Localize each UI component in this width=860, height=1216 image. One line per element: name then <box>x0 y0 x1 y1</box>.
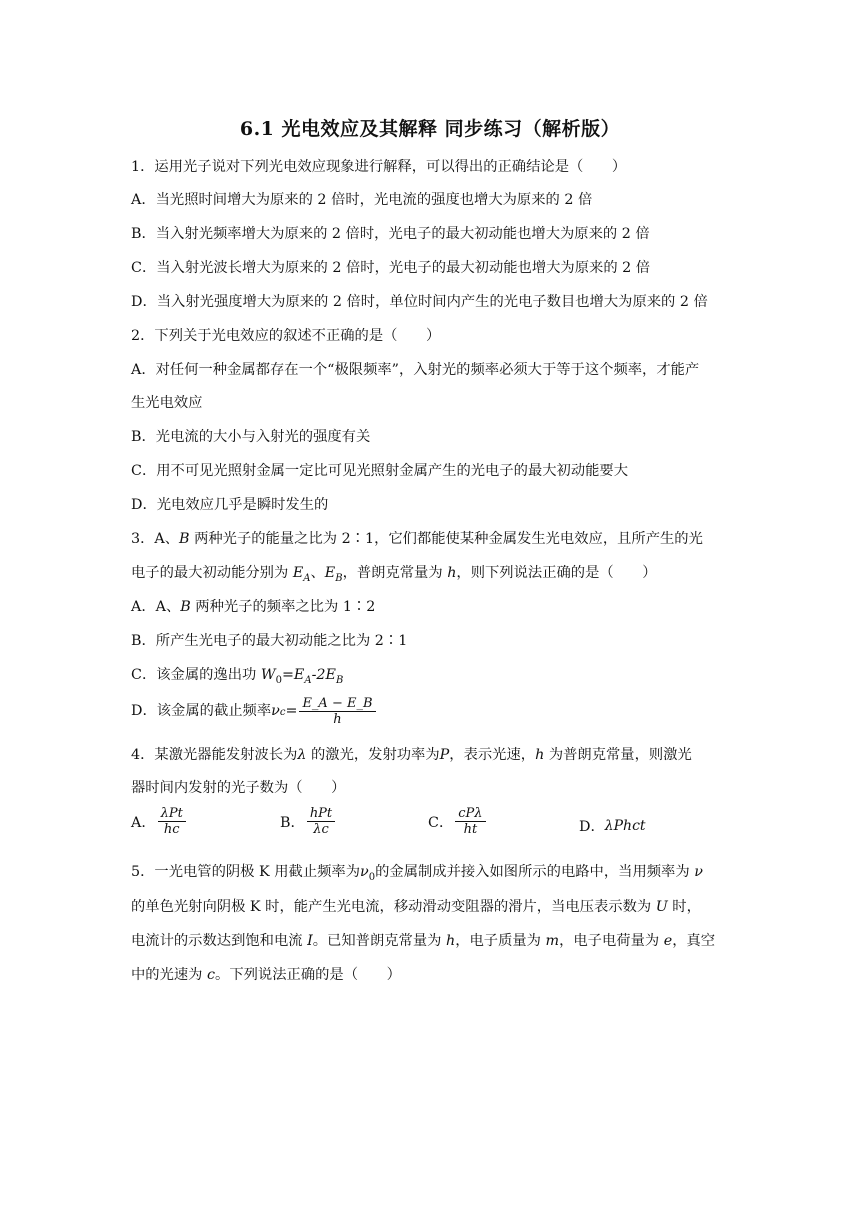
q3-stem-prefix: 3．A、 <box>131 531 180 547</box>
q3-d-nu-sub: c <box>279 707 286 718</box>
q4-c-fraction <box>455 806 485 837</box>
q5-l1-rest: 的金属制成并接入如图所示的电路中，当用频率为 <box>375 864 695 880</box>
q5-var-v: ν <box>694 864 703 880</box>
q3-stem2-mid: ，普朗克常量为 <box>342 565 448 581</box>
q5-line4 <box>131 965 401 985</box>
q3-sep: 、 <box>310 565 325 581</box>
q5-var-h: h <box>445 933 456 949</box>
q3-option-c <box>131 665 343 691</box>
q4-stem-line2: 器时间内发射的光子数为（ ） <box>131 780 346 796</box>
q5-l3-rest: ，真空 <box>672 933 716 949</box>
q5-var-nu0-sub: 0 <box>368 871 376 883</box>
q3-var-eb-sub: B <box>335 572 343 584</box>
q3-d-denominator: h <box>333 711 342 727</box>
q4-option-b <box>280 806 335 837</box>
q4-a-label: A． <box>131 814 156 831</box>
q4-stem-rest: 为普朗克常量，则激光 <box>544 747 692 763</box>
q4-b-numerator: hPt <box>307 806 335 822</box>
q4-var-h: h <box>535 747 545 763</box>
q3-d-numerator: E_A − E_B <box>299 696 375 712</box>
q4-stem-prefix: 4．某激光器能发射波长为 <box>131 747 298 763</box>
q5-l3-prefix: 电流计的示数达到饱和电流 <box>131 933 308 949</box>
q4-option-c <box>428 806 486 837</box>
q3-var-b: B <box>179 531 190 547</box>
q3-c-sub0: 0 <box>275 674 282 686</box>
q1-option-b: B．当入射光频率增大为原来的 2 倍时，光电子的最大初动能也增大为原来的 2 倍 <box>131 226 650 242</box>
page-title: 6.1 光电效应及其解释 同步练习（解析版） <box>239 118 621 140</box>
q3-var-ea-sub: A <box>303 572 311 584</box>
q4-a-numerator: λPt <box>158 806 186 822</box>
q5-l1-prefix: 5．一光电管的阴极 K 用截止频率为 <box>131 864 361 880</box>
q4-c-denominator: ht <box>463 822 478 837</box>
q2-option-d: D．光电效应几乎是瞬时发生的 <box>131 497 329 513</box>
q4-var-p: P <box>439 747 450 763</box>
q4-stem-mid2: ，表示光速， <box>449 747 536 763</box>
q1-option-a: A．当光照时间增大为原来的 2 倍时，光电流的强度也增大为原来的 2 倍 <box>131 192 593 208</box>
q3-option-b: B．所产生光电子的最大初动能之比为 2∶1 <box>131 633 408 649</box>
q4-a-fraction <box>158 806 186 837</box>
q4-b-denominator: λc <box>313 822 329 837</box>
q4-b-label: B． <box>280 814 305 831</box>
q1-option-c: C．当入射光波长增大为原来的 2 倍时，光电子的最大初动能也增大为原来的 2 倍 <box>131 260 651 276</box>
q3-c-prefix: C．该金属的逸出功 <box>131 667 261 683</box>
q3-c-eq: =E <box>281 667 305 683</box>
q3-d-eq: = <box>285 703 298 719</box>
q5-l4-prefix: 中的光速为 <box>131 967 208 983</box>
q3-a-rest: 两种光子的频率之比为 1∶2 <box>190 599 376 615</box>
q5-var-u: U <box>655 899 668 915</box>
q3-option-a <box>131 597 375 617</box>
q2-option-c: C．用不可见光照射金属一定比可见光照射金属产生的光电子的最大初动能要大 <box>131 463 629 479</box>
q5-var-c: c <box>207 967 216 983</box>
q3-d-fraction <box>299 696 375 727</box>
q5-l2-prefix: 的单色光射向阴极 K 时，能产生光电流，移动滑动变阻器的滑片，当电压表示数为 <box>131 899 656 915</box>
q3-var-ea: E <box>292 565 304 581</box>
q1-option-d: D．当入射光强度增大为原来的 2 倍时，单位时间内产生的光电子数目也增大为原来的 2 倍 <box>131 294 708 310</box>
q5-l3-mid3: ，电子电荷量为 <box>559 933 664 949</box>
q4-stem-mid: 的激光，发射功率为 <box>306 747 440 763</box>
q4-option-a <box>131 806 186 837</box>
q3-d-prefix: D．该金属的截止频率 <box>131 703 272 719</box>
q2-option-a-line1: A．对任何一种金属都存在一个“极限频率”，入射光的频率必须大于等于这个频率，才能产 <box>131 362 700 378</box>
q1-stem: 1．运用光子说对下列光电效应现象进行解释，可以得出的正确结论是（ ） <box>131 159 627 175</box>
q2-stem: 2．下列关于光电效应的叙述不正确的是（ ） <box>131 328 441 344</box>
q3-stem-rest: 两种光子的能量之比为 2∶1，它们都能使某种金属发生光电效应，且所产生的光 <box>189 531 703 547</box>
q3-d-nu: ν <box>271 703 280 719</box>
q5-l4-rest: 。下列说法正确的是（ ） <box>215 967 401 983</box>
q3-c-subb: B <box>335 674 344 686</box>
q5-var-m: m <box>545 933 560 949</box>
q4-options <box>131 806 751 846</box>
q3-stem2-rest: ，则下列说法正确的是（ ） <box>456 565 657 581</box>
q5-line2 <box>131 897 701 917</box>
q4-var-lambda: λ <box>297 747 307 763</box>
q3-a-var-b: B <box>180 599 191 615</box>
q5-l3-mid: 。已知普朗克常量为 <box>312 933 446 949</box>
q3-option-d <box>131 693 376 729</box>
q5-line3 <box>131 931 715 951</box>
q5-l2-rest: 时， <box>667 899 701 915</box>
q5-l3-mid2: ，电子质量为 <box>455 933 546 949</box>
q4-c-numerator: cPλ <box>455 806 485 822</box>
q3-c-suba: A <box>304 674 312 686</box>
q4-d-value: λPhct <box>604 818 646 834</box>
q4-b-fraction <box>307 806 335 837</box>
q4-c-label: C． <box>428 814 454 831</box>
q4-d-label: D． <box>579 819 605 835</box>
q2-option-b: B．光电流的大小与入射光的强度有关 <box>131 429 371 445</box>
q3-var-eb: E <box>324 565 336 581</box>
q3-a-prefix: A．A、 <box>131 599 181 615</box>
q3-c-minus: -2E <box>311 667 336 683</box>
q2-option-a-line2: 生光电效应 <box>131 395 203 411</box>
q5-var-nu0: ν <box>360 864 369 880</box>
q3-stem-line1 <box>131 529 703 549</box>
q5-var-i: I <box>307 933 313 949</box>
q4-a-denominator: hc <box>163 822 180 837</box>
q3-stem2-prefix: 电子的最大初动能分别为 <box>131 565 293 581</box>
q4-stem-line1 <box>131 745 692 765</box>
q5-line1 <box>131 862 703 888</box>
q5-var-e: e <box>663 933 673 949</box>
q3-c-w: W <box>260 667 276 683</box>
q3-stem-line2 <box>131 563 657 589</box>
q4-option-d <box>579 816 646 836</box>
q3-var-h: h <box>447 565 457 581</box>
